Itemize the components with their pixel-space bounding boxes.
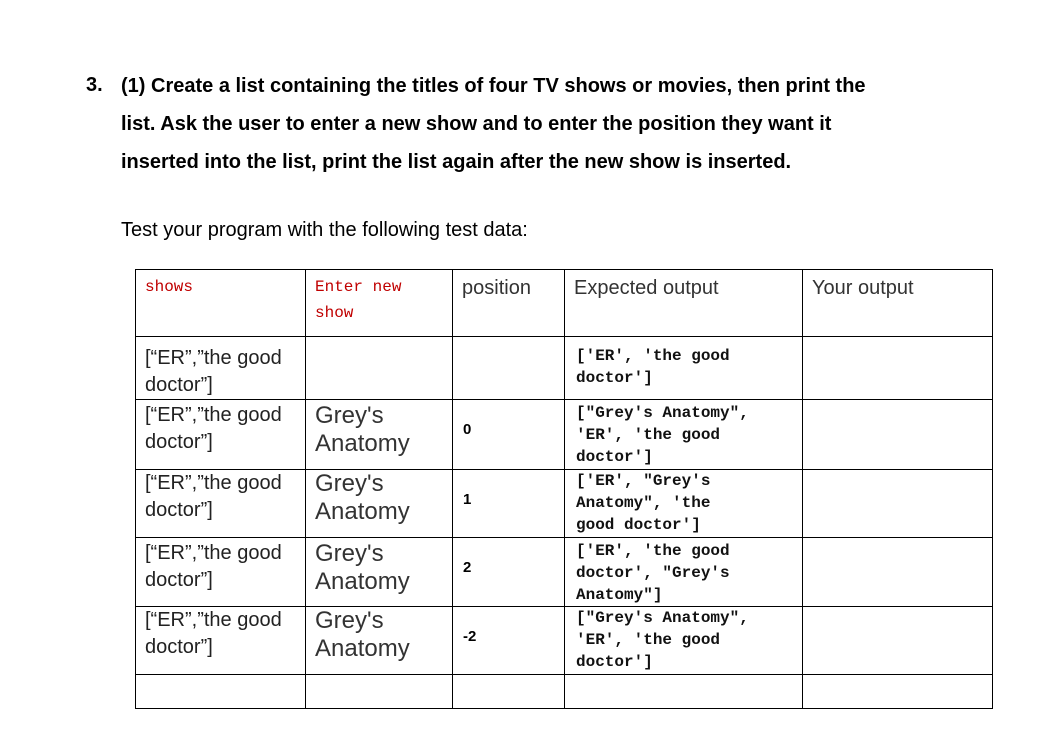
table-row [136, 607, 993, 675]
cell-shows [136, 607, 306, 675]
table-row [136, 400, 993, 470]
cell-position [453, 337, 565, 400]
cell-expected-line: doctor', "Grey's [576, 564, 730, 582]
cell-your-output [803, 400, 993, 470]
question-line: (1) Create a list containing the titles of four TV shows or movies, then print the [121, 75, 866, 97]
cell-shows-line: doctor”] [145, 374, 213, 396]
cell-position [453, 675, 565, 709]
cell-shows-line: [“ER”,”the good [145, 404, 282, 426]
header-enter-new-show-line: show [315, 304, 354, 322]
cell-your-output [803, 607, 993, 675]
header-shows: shows [136, 270, 306, 337]
cell-new-show [306, 337, 453, 400]
cell-new-show-line: Anatomy [315, 635, 410, 662]
cell-expected-output [565, 470, 803, 538]
cell-expected-line: Anatomy"] [576, 586, 663, 604]
cell-your-output [803, 675, 993, 709]
cell-shows-line: doctor”] [145, 499, 213, 521]
cell-shows-line: doctor”] [145, 636, 213, 658]
cell-shows-line: [“ER”,”the good [145, 542, 282, 564]
cell-shows [136, 470, 306, 538]
cell-expected-output [565, 607, 803, 675]
header-position: position [453, 270, 565, 337]
cell-expected-line: Anatomy", 'the [576, 494, 711, 512]
question-line: list. Ask the user to enter a new show and to enter the position they want it [121, 113, 832, 135]
cell-expected-line: 'ER', 'the good [576, 631, 721, 649]
cell-expected-line: doctor'] [576, 448, 653, 466]
question-number: 3. [86, 74, 103, 96]
cell-shows-line: [“ER”,”the good [145, 609, 282, 631]
header-your-output: Your output [803, 270, 993, 337]
cell-new-show [306, 538, 453, 607]
header-enter-new-show [306, 270, 453, 337]
cell-shows [136, 400, 306, 470]
cell-new-show-line: Anatomy [315, 498, 410, 525]
table-row [136, 470, 993, 538]
cell-new-show [306, 470, 453, 538]
cell-shows [136, 538, 306, 607]
cell-expected-line: doctor'] [576, 653, 653, 671]
cell-expected-line: ['ER', "Grey's [576, 472, 711, 490]
cell-expected-line: ["Grey's Anatomy", [576, 609, 749, 627]
table-row [136, 538, 993, 607]
cell-shows-line: doctor”] [145, 569, 213, 591]
question-line: inserted into the list, print the list again after the new show is inserted. [121, 151, 792, 173]
cell-new-show-line: Anatomy [315, 568, 410, 595]
cell-expected-line: good doctor'] [576, 516, 701, 534]
cell-expected-line: ['ER', 'the good [576, 542, 730, 560]
table-row [136, 337, 993, 400]
cell-new-show-line: Anatomy [315, 430, 410, 457]
cell-shows-line: [“ER”,”the good [145, 472, 282, 494]
cell-new-show [306, 400, 453, 470]
cell-expected-output [565, 337, 803, 400]
cell-your-output [803, 538, 993, 607]
test-data-intro: Test your program with the following test data: [121, 219, 528, 241]
cell-shows [136, 337, 306, 400]
cell-expected-output [565, 538, 803, 607]
cell-position: 0 [453, 400, 565, 470]
cell-position: 1 [453, 470, 565, 538]
cell-new-show-line: Grey's [315, 607, 384, 634]
header-enter-new-show-line: Enter new [315, 278, 402, 296]
cell-your-output [803, 337, 993, 400]
cell-expected-line: ['ER', 'the good [576, 347, 730, 365]
cell-position: -2 [453, 607, 565, 675]
cell-expected-line: doctor'] [576, 369, 653, 387]
cell-expected-line: 'ER', 'the good [576, 426, 721, 444]
header-expected-output: Expected output [565, 270, 803, 337]
test-data-table [135, 269, 993, 709]
cell-expected-output [565, 400, 803, 470]
cell-new-show-line: Grey's [315, 540, 384, 567]
cell-new-show [306, 675, 453, 709]
cell-shows [136, 675, 306, 709]
cell-position: 2 [453, 538, 565, 607]
table-header-row [136, 270, 993, 337]
cell-shows-line: [“ER”,”the good [145, 347, 282, 369]
cell-expected-line: ["Grey's Anatomy", [576, 404, 749, 422]
cell-expected-output [565, 675, 803, 709]
question-text [121, 74, 1021, 188]
cell-new-show-line: Grey's [315, 402, 384, 429]
cell-new-show-line: Grey's [315, 470, 384, 497]
cell-new-show [306, 607, 453, 675]
table-row [136, 675, 993, 709]
cell-shows-line: doctor”] [145, 431, 213, 453]
cell-your-output [803, 470, 993, 538]
